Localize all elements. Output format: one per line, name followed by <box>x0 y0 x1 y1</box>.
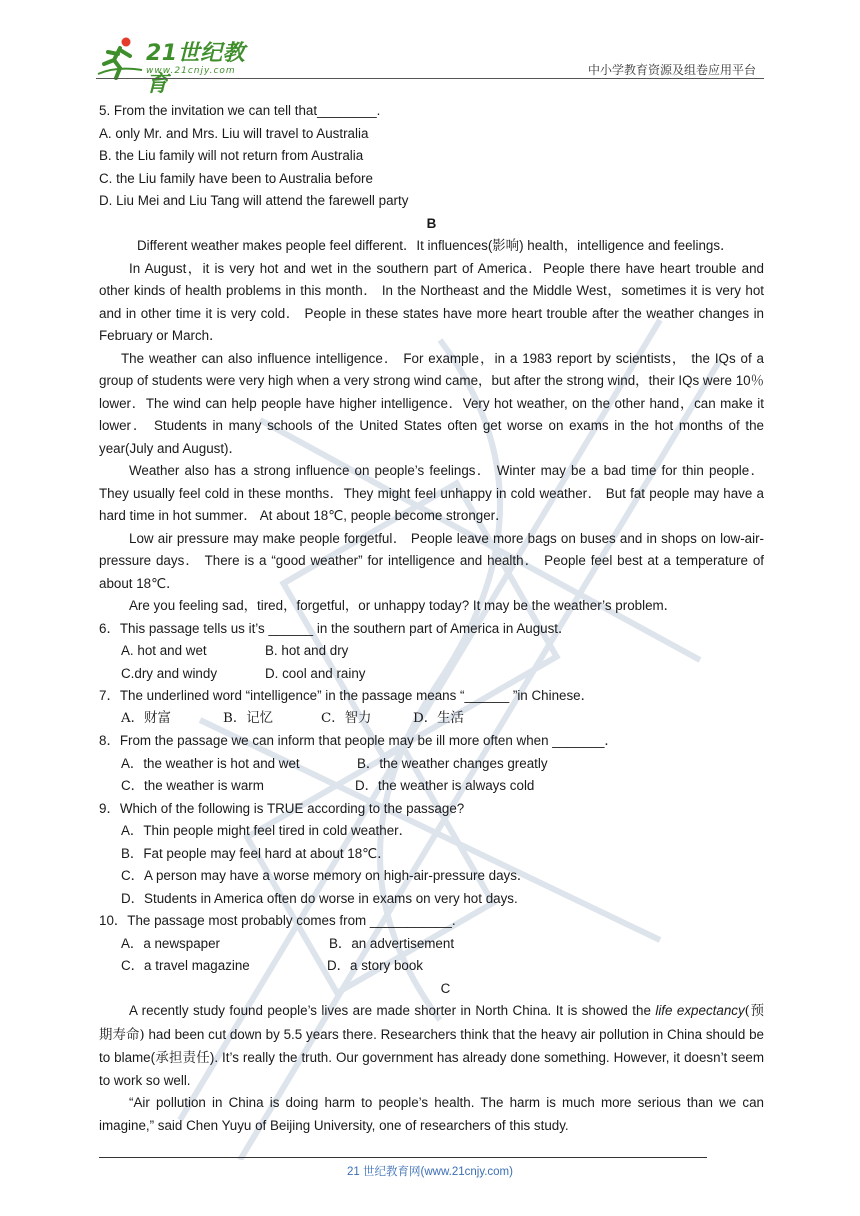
q5-option-d: D. Liu Mei and Liu Tang will attend the farewell party <box>99 193 409 208</box>
q7-options-row <box>99 708 764 731</box>
q6-options-row-1 <box>99 640 764 663</box>
q9-option-d: D．Students in America often do worse in exams on very hot days. <box>121 890 518 906</box>
question-10: 10．The passage most probably comes from ___________. <box>99 913 456 928</box>
q5-option-b: B. the Liu family will not return from Australia <box>99 148 364 163</box>
q10-options-row-2 <box>99 955 764 978</box>
q8-option-c: C．the weather is warm <box>121 778 264 793</box>
header-divider <box>96 78 764 79</box>
q7-option-d: D．生活 <box>413 710 464 726</box>
site-logo <box>96 36 266 97</box>
q8-option-d: D．the weather is always cold <box>355 778 535 793</box>
q10-options-row-1 <box>99 933 764 956</box>
q6-option-d: D. cool and rainy <box>265 665 366 681</box>
question-5: 5. From the invitation we can tell that________. <box>99 103 381 118</box>
passage-b-paragraph-3: The weather can also influence intelligence． For example，in a 1983 report by scientists， the IQs of a group of students were very high when a very strong wind came，but after the strong wind，their IQs were 10％ lower．The wind can help people have higher intelligence．Very hot weather, on the other hand，can make it lower． Students in many schools of the United States often get worse on exams in the hot months of the year(July and August)． <box>99 350 764 456</box>
q6-option-a: A. hot and wet <box>121 643 207 658</box>
question-9: 9．Which of the following is TRUE according to the passage? <box>99 800 465 816</box>
q10-option-a: A．a newspaper <box>121 935 220 951</box>
passage-c-paragraph-2: “Air pollution in China is doing harm to people’s health. The harm is much more serious than we can imagine,” said Chen Yuyu of Beijing University, one of researchers of this study. <box>99 1095 764 1133</box>
page-header <box>96 30 764 97</box>
q6-option-c: C.dry and windy <box>121 665 218 681</box>
q8-options-row-1 <box>99 753 764 776</box>
q10-option-b: B．an advertisement <box>329 935 455 951</box>
passage-c-paragraph-1 <box>99 1000 764 1092</box>
passage-c-term-translation: (预期寿命) <box>99 1004 764 1043</box>
document-body <box>99 100 764 1137</box>
question-6: 6．This passage tells us it’s ______ in the southern part of America in August． <box>99 620 572 636</box>
question-8: 8．From the passage we can inform that people may be ill more often when _______． <box>99 733 618 748</box>
q7-option-b: B．记忆 <box>223 710 274 726</box>
passage-b-paragraph-6: Are you feeling sad，tired，forgetful，or unhappy today? It may be the weather’s problem． <box>129 598 678 613</box>
q5-option-a: A. only Mr. and Mrs. Liu will travel to Australia <box>99 125 369 141</box>
q9-option-c: C．A person may have a worse memory on high-air-pressure days． <box>121 868 531 883</box>
runner-logo-icon <box>96 36 144 80</box>
q9-option-a: A．Thin people might feel tired in cold weather． <box>121 823 413 838</box>
passage-b-paragraph-4: Weather also has a strong influence on people’s feelings． Winter may be a bad time for thin people．They usually feel cold in these months．They might feel unhappy in cold weather． But fat people may have a hard time in hot summer． At about 18℃, people become stronger． <box>99 463 764 523</box>
section-b-heading: B <box>426 215 437 231</box>
logo-url: www.21cnjy.com <box>146 66 236 76</box>
header-platform-name: 中小学教育资源及组卷应用平台 <box>587 63 756 77</box>
q7-option-a: A．财富 <box>121 710 171 726</box>
q7-option-c: C．智力 <box>321 710 372 726</box>
q8-options-row-2 <box>99 775 764 798</box>
q10-option-c: C．a travel magazine <box>121 958 250 973</box>
question-7: 7．The underlined word “intelligence” in the passage means “______ ”in Chinese． <box>99 688 594 703</box>
q8-option-a: A．the weather is hot and wet <box>121 755 300 771</box>
footer-site-link[interactable]: 21 世纪教育网(www.21cnjy.com) <box>347 1166 513 1178</box>
passage-c-p1-before: A recently study found people’s lives are made shorter in North China. It is showed the <box>129 1003 656 1018</box>
passage-b-paragraph-1: Different weather makes people feel different．It influences(影响) health，intelligence and feelings． <box>137 238 734 253</box>
q6-options-row-2 <box>99 663 764 686</box>
passage-c-term: life expectancy <box>655 1003 745 1018</box>
passage-b-paragraph-2: In August，it is very hot and wet in the southern part of America．People there have heart trouble and other kinds of health problems in this month． In the Northeast and the Middle West，sometimes it is very hot and in other time it is very cold． People in these states have more heart trouble after the weather changes in February or March． <box>99 260 764 343</box>
footer-divider <box>99 1157 707 1158</box>
q10-option-d: D．a story book <box>327 958 424 973</box>
q6-option-b: B. hot and dry <box>265 643 349 658</box>
passage-b-paragraph-5: Low air pressure may make people forgetful． People leave more bags on buses and in shops on low-air-pressure days． There is a “good weather” for intelligence and health． People feel best at a temperature of about 18℃． <box>99 530 764 591</box>
q8-option-b: B．the weather changes greatly <box>357 755 548 771</box>
logo-text: 21世纪教育 <box>146 41 246 97</box>
section-c-heading: C <box>440 980 451 996</box>
q9-option-b: B．Fat people may feel hard at about 18℃． <box>121 845 391 861</box>
passage-c-p1-after: had been cut down by 5.5 years there. Researchers think that the heavy air pollution in China should be to blame(承担责任). It’s really the truth. Our government has already done something. However, it doesn’t seem to work so well. <box>99 1026 764 1088</box>
q5-option-c: C. the Liu family have been to Australia before <box>99 170 373 186</box>
